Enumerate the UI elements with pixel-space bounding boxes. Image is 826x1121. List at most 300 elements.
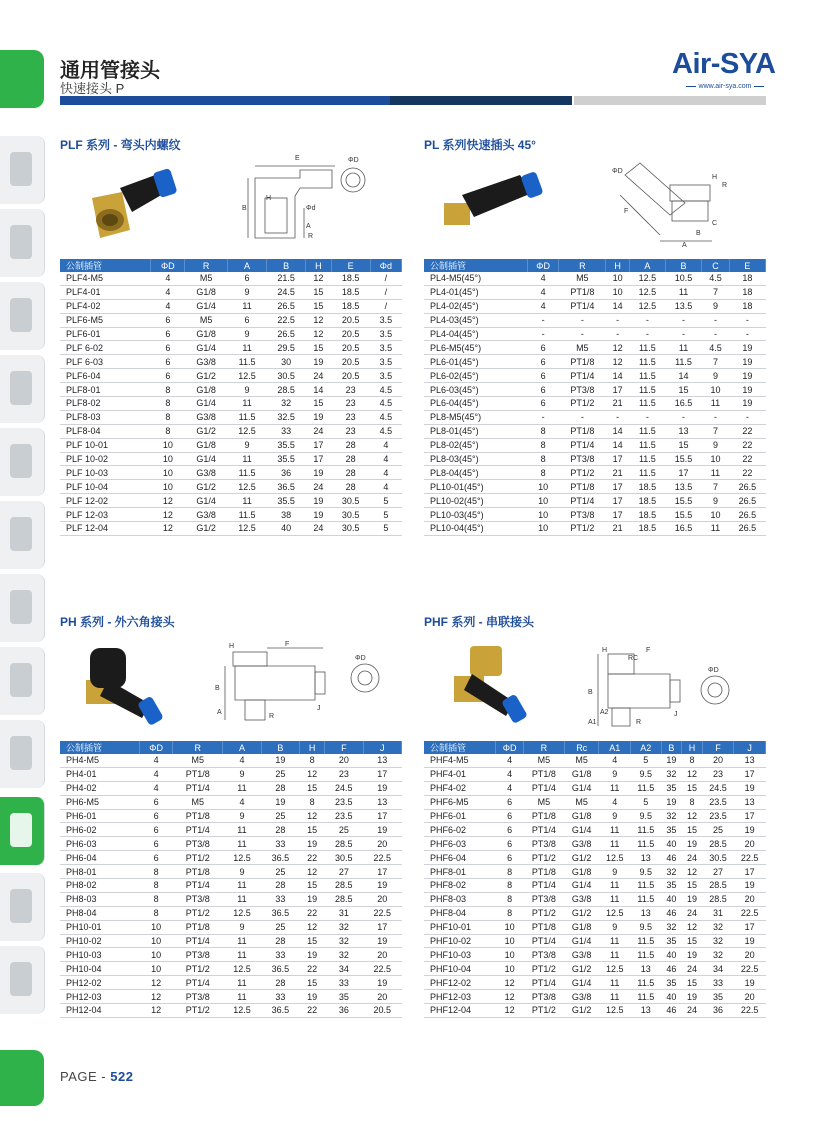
table-cell: PT1/2: [559, 522, 606, 536]
phf-col-header: Rc: [564, 741, 599, 754]
phf-col-header: 公制插管: [424, 741, 496, 754]
plf-label-h: H: [266, 195, 272, 202]
table-cell: 19: [306, 466, 331, 480]
table-cell: PH6-M5: [60, 795, 139, 809]
table-cell: 10: [151, 466, 185, 480]
table-cell: G3/8: [185, 410, 228, 424]
table-cell: PH10-04: [60, 962, 139, 976]
table-cell: 22: [300, 1004, 325, 1018]
table-cell: 18.5: [331, 272, 370, 285]
manifold-icon: [10, 663, 32, 697]
table-cell: 17: [606, 508, 630, 522]
table-cell: PH6-02: [60, 823, 139, 837]
ph-col-header: F: [325, 741, 363, 754]
table-cell: -: [606, 313, 630, 327]
table-cell: 33: [702, 976, 734, 990]
sidebar-top-tab: [0, 50, 44, 108]
table-cell: PT1/4: [523, 934, 564, 948]
ph-header-row: [60, 741, 402, 754]
valve-icon: [10, 298, 32, 332]
table-cell: 8: [496, 906, 523, 920]
table-cell: PT1/8: [559, 424, 606, 438]
fitting-icon: [10, 152, 32, 186]
table-cell: PHF6-M5: [424, 795, 496, 809]
table-cell: 11.5: [631, 990, 662, 1004]
table-cell: PH8-04: [60, 906, 139, 920]
table-cell: 24: [682, 962, 703, 976]
ph-col-header: ΦD: [139, 741, 172, 754]
table-cell: 11: [223, 892, 261, 906]
table-cell: 14: [606, 438, 630, 452]
table-cell: -: [629, 410, 665, 424]
table-cell: M5: [559, 341, 606, 355]
table-cell: PT3/8: [173, 892, 223, 906]
table-cell: PLF 12-03: [60, 508, 151, 522]
table-row: [424, 383, 766, 397]
table-cell: 17: [606, 494, 630, 508]
table-row: [60, 272, 402, 285]
table-cell: 18.5: [629, 480, 665, 494]
table-cell: /: [370, 299, 401, 313]
table-cell: G1/2: [564, 1004, 599, 1018]
table-cell: 20: [734, 948, 766, 962]
table-cell: 15: [682, 934, 703, 948]
sidebar-tab-1[interactable]: [0, 136, 45, 204]
table-cell: PH6-03: [60, 837, 139, 851]
table-cell: 17: [363, 920, 401, 934]
table-cell: 19: [261, 754, 299, 767]
table-cell: 18.5: [629, 522, 665, 536]
table-cell: 13: [631, 851, 662, 865]
table-row: [424, 823, 766, 837]
table-cell: 46: [661, 851, 682, 865]
table-cell: PT3/8: [173, 837, 223, 851]
table-row: [60, 285, 402, 299]
phf-label-j: J: [674, 711, 678, 718]
table-row: [60, 383, 402, 397]
table-cell: 20: [363, 892, 401, 906]
table-cell: 24: [682, 1004, 703, 1018]
table-cell: 30.5: [702, 851, 734, 865]
sidebar-tab-6[interactable]: [0, 501, 45, 569]
table-cell: 11: [599, 934, 631, 948]
table-cell: 36.5: [261, 906, 299, 920]
table-row: [424, 494, 766, 508]
table-cell: M5: [523, 795, 564, 809]
table-cell: 6: [151, 355, 185, 369]
table-cell: 25: [325, 823, 363, 837]
table-cell: 12.5: [629, 299, 665, 313]
sidebar-bottom-tab: [0, 1050, 44, 1106]
table-cell: 4: [223, 754, 261, 767]
table-cell: 14: [606, 369, 630, 383]
table-cell: PL10-04(45°): [424, 522, 527, 536]
table-row: [60, 452, 402, 466]
pl-label-b: B: [696, 230, 701, 237]
table-cell: 4: [223, 795, 261, 809]
table-cell: -: [702, 327, 730, 341]
table-cell: PHF4-01: [424, 767, 496, 781]
table-cell: 35: [661, 781, 682, 795]
table-cell: 12: [306, 272, 331, 285]
table-cell: 12: [151, 508, 185, 522]
table-cell: PT1/4: [559, 299, 606, 313]
table-cell: 24: [306, 480, 331, 494]
table-cell: 8: [151, 424, 185, 438]
table-cell: 26.5: [729, 480, 765, 494]
ph-label-f: F: [285, 641, 290, 648]
table-cell: G3/8: [185, 466, 228, 480]
table-cell: PT1/2: [173, 1004, 223, 1018]
table-cell: -: [665, 410, 701, 424]
table-cell: 17: [734, 865, 766, 879]
table-cell: 4.5: [702, 341, 730, 355]
table-row: [60, 962, 402, 976]
table-row: [424, 397, 766, 411]
table-row: [424, 879, 766, 893]
sidebar-tab-8[interactable]: [0, 647, 45, 715]
table-cell: 20: [734, 892, 766, 906]
table-cell: 9.5: [631, 767, 662, 781]
table-cell: 10: [496, 948, 523, 962]
table-cell: 32: [702, 948, 734, 962]
table-cell: G3/8: [564, 892, 599, 906]
phf-label-b: B: [588, 689, 593, 696]
pl-label-h: H: [712, 174, 718, 181]
table-cell: 9.5: [631, 920, 662, 934]
table-cell: 14: [606, 299, 630, 313]
table-cell: 12.5: [223, 1004, 261, 1018]
table-cell: PT1/2: [559, 466, 606, 480]
table-cell: 10: [527, 522, 558, 536]
table-cell: PT1/4: [559, 494, 606, 508]
table-cell: 15: [682, 976, 703, 990]
table-cell: 23.5: [325, 809, 363, 823]
table-cell: 17: [606, 480, 630, 494]
ph-section-title: PH 系列 - 外六角接头: [60, 615, 175, 629]
table-cell: PH8-02: [60, 879, 139, 893]
table-cell: 11: [599, 990, 631, 1004]
table-cell: PLF 6-02: [60, 341, 151, 355]
table-cell: PT1/4: [523, 781, 564, 795]
phf-col-header: J: [734, 741, 766, 754]
table-cell: 18.5: [629, 508, 665, 522]
page-title: 通用管接头: [60, 60, 160, 82]
table-cell: 22: [729, 424, 765, 438]
table-cell: 20.5: [331, 313, 370, 327]
table-cell: 28: [331, 438, 370, 452]
table-row: [60, 397, 402, 411]
table-cell: 11.5: [629, 438, 665, 452]
table-cell: PT1/4: [173, 934, 223, 948]
table-row: [60, 508, 402, 522]
table-cell: PL4-M5(45°): [424, 272, 527, 285]
table-cell: 11: [223, 879, 261, 893]
table-row: [424, 313, 766, 327]
table-row: [60, 781, 402, 795]
table-cell: 22.5: [363, 851, 401, 865]
table-cell: 19: [661, 795, 682, 809]
table-cell: PLF 12-04: [60, 522, 151, 536]
table-cell: PL8-04(45°): [424, 466, 527, 480]
table-cell: 11: [228, 494, 267, 508]
table-cell: 28.5: [325, 837, 363, 851]
table-cell: 22.5: [363, 906, 401, 920]
table-cell: 36.5: [261, 962, 299, 976]
table-cell: G1/2: [564, 962, 599, 976]
table-cell: 9: [223, 809, 261, 823]
table-cell: 26.5: [729, 522, 765, 536]
table-cell: 19: [729, 383, 765, 397]
table-cell: 26.5: [267, 327, 306, 341]
table-cell: 11: [599, 879, 631, 893]
sidebar-tab-fittings[interactable]: [0, 797, 45, 865]
ph-product-photo: [80, 640, 180, 730]
table-cell: 19: [729, 369, 765, 383]
table-cell: PLF8-03: [60, 410, 151, 424]
table-row: [424, 480, 766, 494]
table-cell: 32: [702, 920, 734, 934]
table-cell: 10: [151, 438, 185, 452]
pl-col-header: H: [606, 259, 630, 272]
sidebar-tab-4[interactable]: [0, 355, 45, 423]
table-cell: PH12-04: [60, 1004, 139, 1018]
table-cell: 24: [306, 369, 331, 383]
brand-url: www.air-sya.com: [678, 83, 772, 90]
table-cell: G3/8: [185, 508, 228, 522]
table-cell: 4: [370, 466, 401, 480]
table-cell: 28: [261, 823, 299, 837]
table-cell: 15: [306, 341, 331, 355]
table-cell: 10: [151, 480, 185, 494]
table-cell: PLF4-02: [60, 299, 151, 313]
table-cell: 6: [151, 369, 185, 383]
table-cell: 15: [300, 879, 325, 893]
table-cell: 7: [702, 355, 730, 369]
table-cell: 36.5: [261, 1004, 299, 1018]
table-cell: 12: [496, 1004, 523, 1018]
plf-col-header: H: [306, 259, 331, 272]
pl-label-a: A: [682, 242, 687, 249]
table-cell: PL4-02(45°): [424, 299, 527, 313]
table-cell: PHF6-02: [424, 823, 496, 837]
table-row: [424, 522, 766, 536]
header-bar-navy: [390, 96, 572, 105]
pl-label-c: C: [712, 220, 718, 227]
table-cell: 23: [325, 767, 363, 781]
sidebar-tab-2[interactable]: [0, 209, 45, 277]
table-cell: 4: [370, 480, 401, 494]
table-row: [424, 272, 766, 285]
table-cell: PL4-03(45°): [424, 313, 527, 327]
table-cell: 12: [606, 341, 630, 355]
table-cell: 19: [729, 397, 765, 411]
table-cell: 16.5: [665, 397, 701, 411]
table-cell: 11: [223, 781, 261, 795]
table-cell: 13.5: [665, 299, 701, 313]
table-row: [424, 906, 766, 920]
table-cell: PT3/8: [559, 508, 606, 522]
ph-spec-table: [60, 741, 402, 1018]
table-cell: 11: [599, 976, 631, 990]
table-cell: PT1/2: [173, 962, 223, 976]
table-cell: 8: [527, 466, 558, 480]
table-cell: G3/8: [564, 837, 599, 851]
table-cell: G1/8: [185, 438, 228, 452]
table-cell: /: [370, 285, 401, 299]
table-cell: 17: [734, 767, 766, 781]
table-row: [424, 508, 766, 522]
filter-icon: [10, 225, 32, 259]
table-cell: 20: [734, 990, 766, 1004]
sidebar-tab-12[interactable]: [0, 946, 45, 1014]
table-cell: PHF10-01: [424, 920, 496, 934]
phf-col-header: B: [661, 741, 682, 754]
table-cell: 40: [267, 522, 306, 536]
table-cell: 10: [606, 272, 630, 285]
table-cell: 9: [228, 438, 267, 452]
table-cell: G1/2: [185, 522, 228, 536]
table-row: [424, 466, 766, 480]
table-cell: -: [559, 410, 606, 424]
table-cell: 13: [631, 962, 662, 976]
table-cell: 24.5: [267, 285, 306, 299]
table-row: [60, 879, 402, 893]
table-row: [60, 934, 402, 948]
table-cell: PT3/8: [173, 990, 223, 1004]
table-cell: 11.5: [228, 410, 267, 424]
table-cell: 11.5: [228, 466, 267, 480]
table-cell: 10: [527, 494, 558, 508]
table-cell: 28: [331, 466, 370, 480]
table-cell: G1/4: [564, 976, 599, 990]
table-row: [60, 754, 402, 767]
table-cell: 13.5: [665, 480, 701, 494]
table-cell: 19: [734, 879, 766, 893]
table-cell: PH8-01: [60, 865, 139, 879]
table-cell: 4: [527, 299, 558, 313]
table-cell: 6: [496, 795, 523, 809]
table-cell: PLF4-01: [60, 285, 151, 299]
table-cell: G1/4: [185, 299, 228, 313]
table-cell: 21: [606, 397, 630, 411]
table-cell: 14: [606, 424, 630, 438]
table-cell: PT1/4: [173, 823, 223, 837]
table-cell: 40: [661, 892, 682, 906]
sidebar-tab-9[interactable]: [0, 720, 45, 788]
table-cell: 10: [606, 285, 630, 299]
table-cell: 12.5: [629, 285, 665, 299]
table-row: [60, 438, 402, 452]
table-cell: 4.5: [370, 397, 401, 411]
table-cell: 11: [599, 892, 631, 906]
table-cell: 20: [363, 948, 401, 962]
table-cell: 9: [702, 299, 730, 313]
table-cell: 7: [702, 480, 730, 494]
table-row: [60, 892, 402, 906]
table-cell: -: [729, 327, 765, 341]
table-cell: 26.5: [729, 494, 765, 508]
table-cell: 11: [223, 823, 261, 837]
table-cell: 28: [261, 934, 299, 948]
table-cell: 10: [702, 508, 730, 522]
ph-col-header: B: [261, 741, 299, 754]
table-cell: 17: [606, 452, 630, 466]
table-cell: PT1/8: [173, 920, 223, 934]
table-cell: -: [702, 313, 730, 327]
table-cell: PL6-03(45°): [424, 383, 527, 397]
table-cell: 12: [496, 976, 523, 990]
table-cell: 6: [139, 795, 172, 809]
plf-spec-table: [60, 259, 402, 536]
table-cell: 12: [300, 865, 325, 879]
table-cell: 12: [139, 1004, 172, 1018]
table-cell: 13: [734, 795, 766, 809]
table-cell: PLF 10-03: [60, 466, 151, 480]
table-row: [424, 299, 766, 313]
table-cell: 40: [661, 948, 682, 962]
table-cell: G1/4: [185, 397, 228, 411]
table-cell: 10: [139, 962, 172, 976]
solenoid-icon: [10, 736, 32, 770]
table-cell: 8: [300, 754, 325, 767]
table-cell: 9: [599, 809, 631, 823]
table-cell: G1/4: [564, 823, 599, 837]
table-cell: G1/2: [564, 906, 599, 920]
table-cell: 5: [370, 522, 401, 536]
table-cell: 26.5: [267, 299, 306, 313]
plf-dimension-drawing: [240, 148, 410, 248]
ph-col-header: A: [223, 741, 261, 754]
table-cell: 28.5: [267, 383, 306, 397]
table-cell: PHF12-02: [424, 976, 496, 990]
sidebar-tab-11[interactable]: [0, 873, 45, 941]
table-cell: 20.5: [331, 355, 370, 369]
table-row: [60, 823, 402, 837]
table-cell: 17: [734, 920, 766, 934]
pl-label-r: R: [722, 182, 728, 189]
table-cell: 4: [139, 781, 172, 795]
table-cell: 11: [599, 823, 631, 837]
sidebar-tab-7[interactable]: [0, 574, 45, 642]
table-cell: PT1/8: [523, 767, 564, 781]
table-cell: 11: [702, 397, 730, 411]
table-cell: 28.5: [702, 879, 734, 893]
table-cell: PL8-01(45°): [424, 424, 527, 438]
pl-col-header: C: [702, 259, 730, 272]
cylinder-icon: [10, 371, 32, 405]
table-cell: 19: [734, 976, 766, 990]
table-cell: 23: [331, 383, 370, 397]
table-cell: 22.5: [363, 962, 401, 976]
table-cell: 21: [606, 466, 630, 480]
table-cell: 12: [306, 327, 331, 341]
table-cell: 6: [139, 837, 172, 851]
table-cell: 36.5: [261, 851, 299, 865]
table-cell: 24.5: [325, 781, 363, 795]
table-row: [424, 341, 766, 355]
table-cell: 10: [527, 508, 558, 522]
table-cell: 13: [734, 754, 766, 767]
table-cell: 15: [300, 781, 325, 795]
table-cell: 22.5: [734, 1004, 766, 1018]
sidebar-tab-3[interactable]: [0, 282, 45, 350]
table-cell: 19: [682, 892, 703, 906]
table-row: [424, 369, 766, 383]
sidebar-tab-5[interactable]: [0, 428, 45, 496]
table-cell: G1/2: [185, 369, 228, 383]
table-cell: 28: [331, 480, 370, 494]
